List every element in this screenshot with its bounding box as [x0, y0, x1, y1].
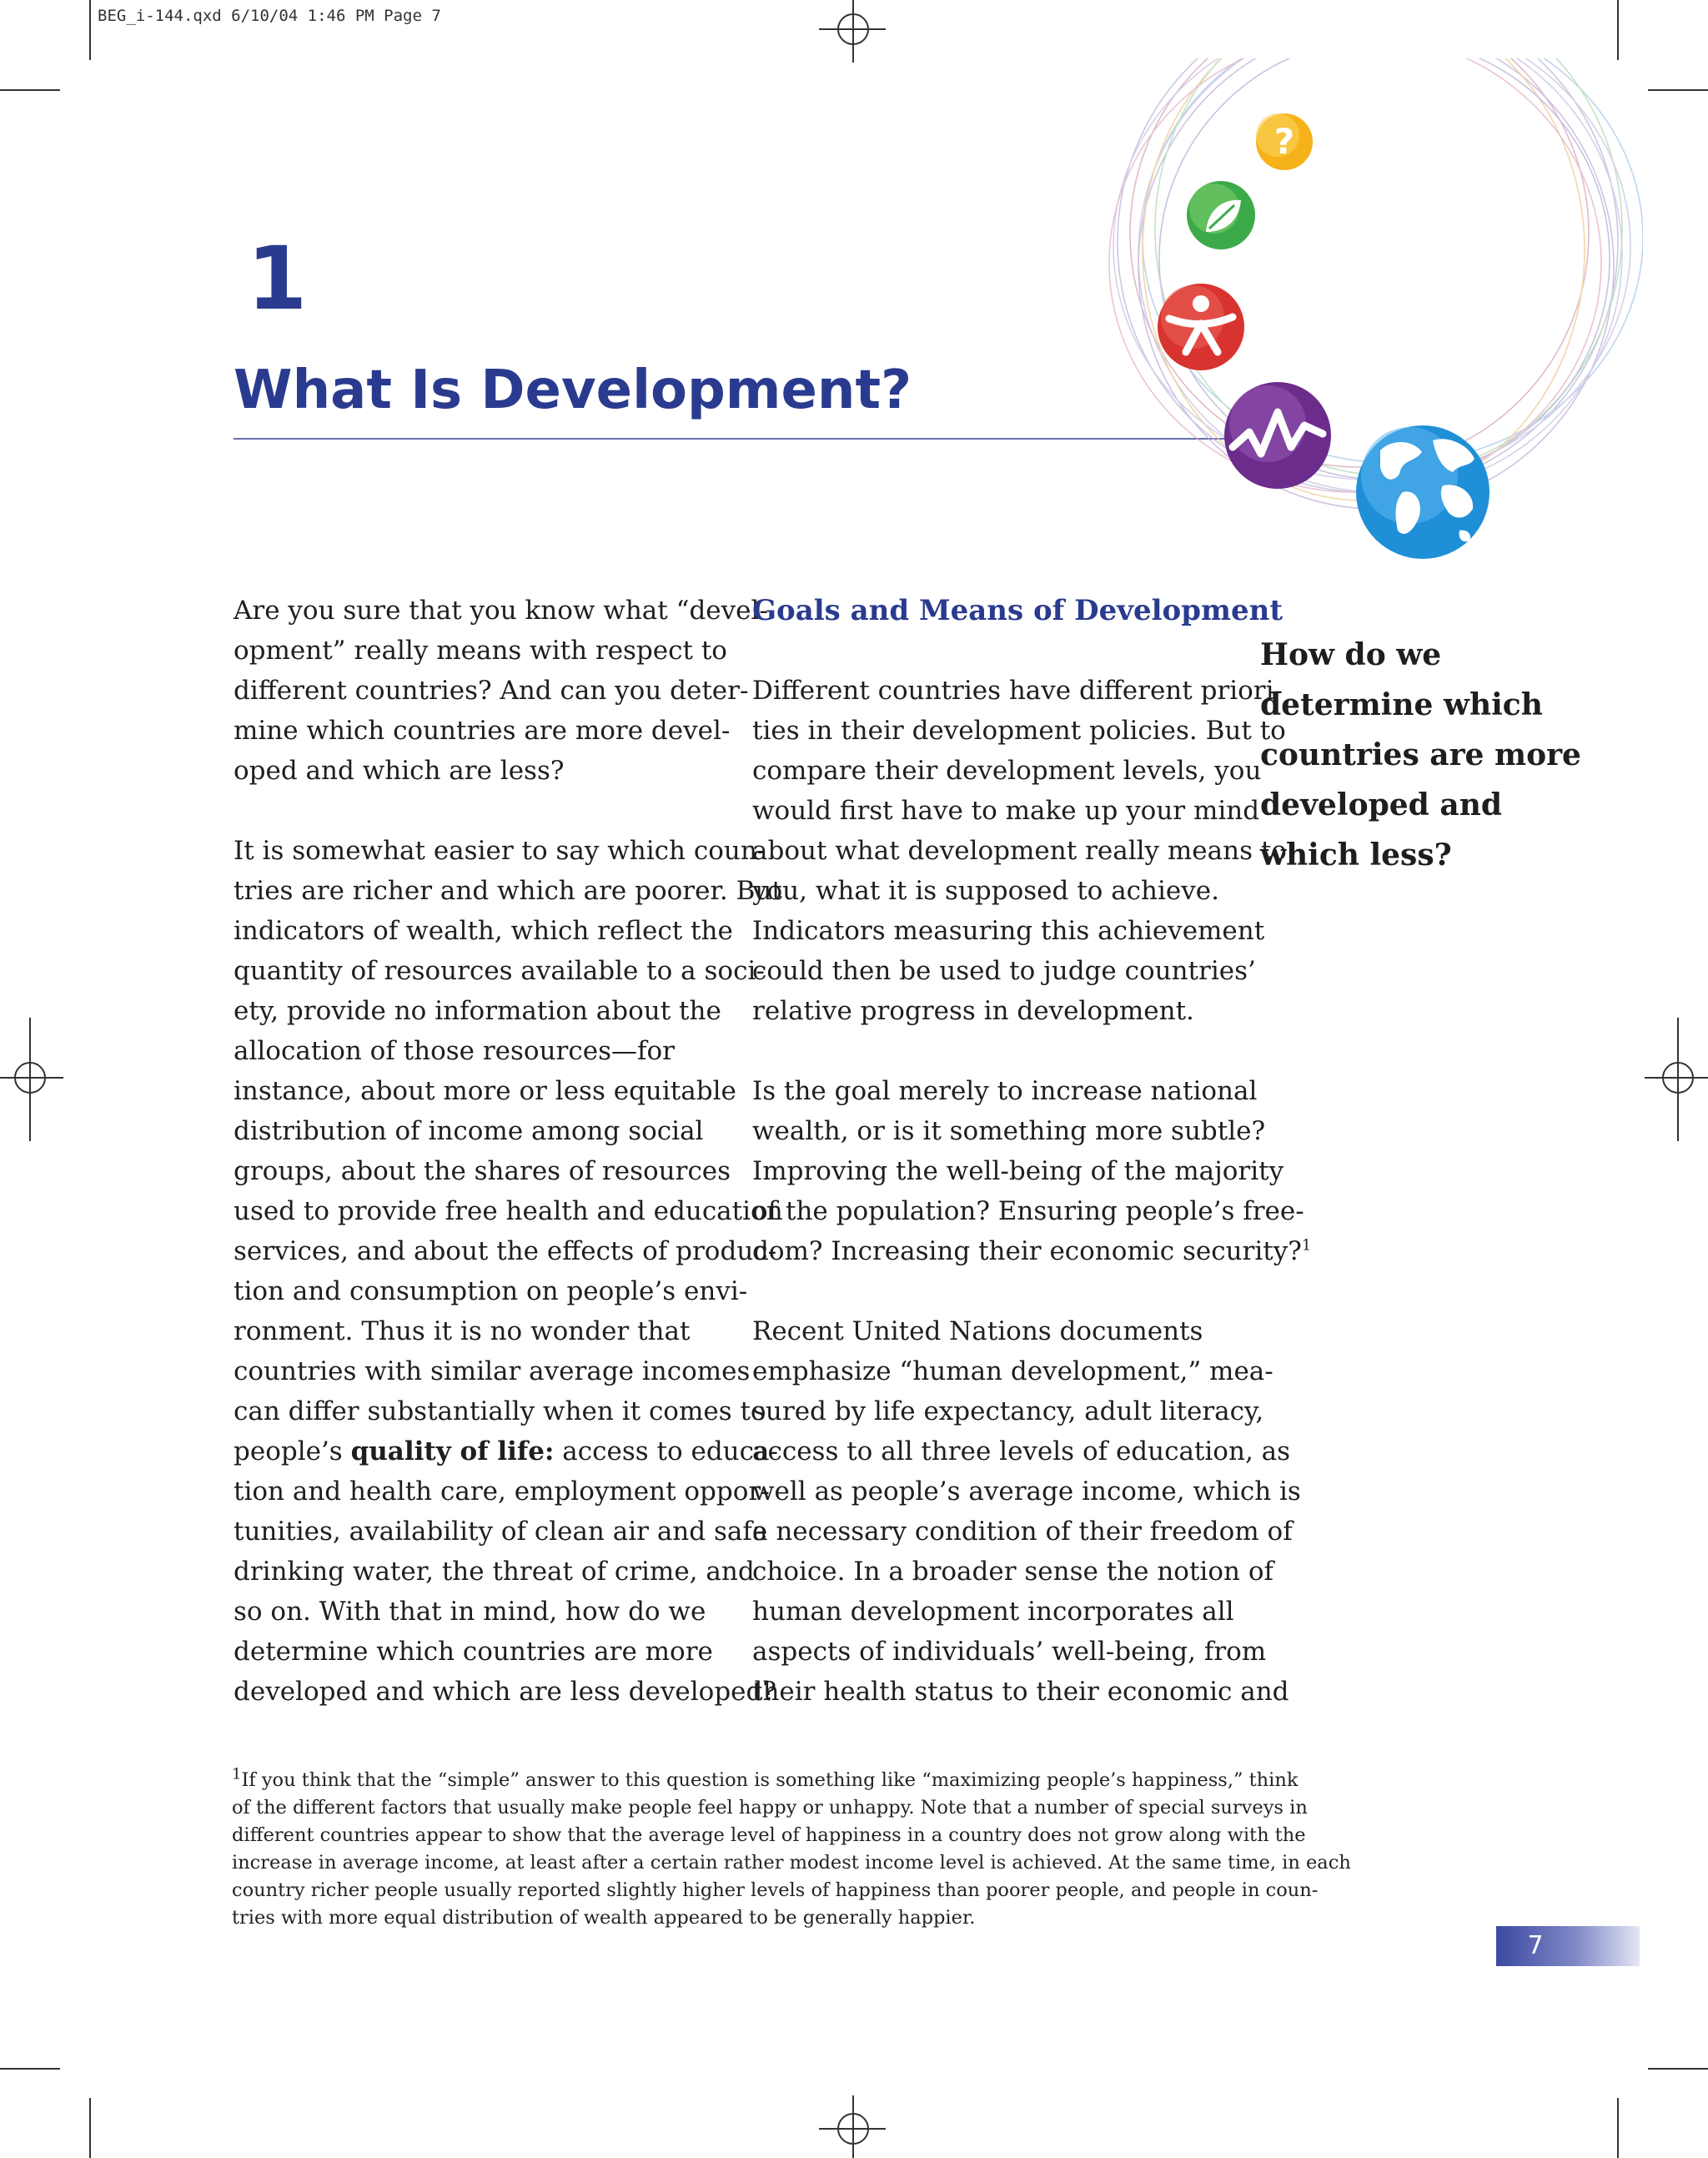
registration-mark-left — [0, 1018, 63, 1143]
wealth-paragraph-tail: access to educa- tion and health care, employment oppor- tunities, availability of clean air and safe drinking water, the threat of crime, and so on. With that in mind, how do we determine which countries are more developed and which are less developed? — [234, 1436, 778, 1707]
footnote-marker: 1 — [232, 1765, 242, 1783]
intro-paragraph: Are you sure that you know what “devel- opment” really means with respect to different countries? And can you deter- mine which countries are more devel- oped and which are less? — [234, 596, 768, 786]
chapter-number: 1 — [247, 228, 308, 329]
page-number: 7 — [1527, 1931, 1544, 1960]
registration-mark-bottom — [819, 2091, 886, 2158]
crop-mark-bottom-left-v — [89, 2098, 91, 2158]
svg-text:?: ? — [1273, 121, 1295, 162]
goal-paragraph — [752, 1071, 1312, 1271]
crop-mark-top-left-v — [89, 0, 91, 60]
wealth-paragraph-text: It is somewhat easier to say which coun- tries are richer and which are poorer. But indicators of wealth, which reflect the quantity of resources available to a soci- ety, provide no information about the allocation of those resources—for instance, about more or less equitable distribution of income among social groups, about the shares of resources used to provide free health and education services, and about the effects of produc- tion and consumption on people’s envi- ronment. Thus it is no wonder that countries with similar average incomes can differ substantially when it comes to people’s — [234, 836, 783, 1466]
goal-paragraph-text: Is the goal merely to increase national wealth, or is it something more subtle? Improving the well-being of the majority of the population? Ensuring people’s free- dom? Increasing their economic security? — [752, 1076, 1304, 1266]
title-rule — [234, 438, 1234, 440]
section-heading: Goals and Means of Development — [752, 594, 1284, 627]
crop-mark-top-right-h — [1648, 89, 1708, 91]
middle-column — [752, 591, 1312, 1752]
question-icon — [1256, 113, 1313, 170]
wave-icon — [1224, 382, 1331, 489]
un-paragraph: Recent United Nations documents emphasize “human development,” mea- sured by life expectancy, adult literacy, access to all three levels of education, as well as people’s average income, which is a necessary condition of their freedom of choice. In a broader sense the notion of human development incorporates all aspects of individuals’ well-being, from their health status to their economic and — [752, 1316, 1301, 1707]
crop-mark-bottom-right-h — [1648, 2068, 1708, 2070]
left-column — [234, 591, 783, 1752]
crop-mark-top-left-h — [0, 89, 60, 91]
page-number-bar — [1496, 1926, 1640, 1966]
footnote-reference[interactable]: 1 — [1301, 1236, 1312, 1255]
sidebar-question: How do we determine which countries are more developed and which less? — [1260, 637, 1581, 873]
crop-mark-top-right-v — [1617, 0, 1619, 60]
person-icon — [1158, 284, 1244, 370]
wealth-paragraph — [234, 831, 783, 1712]
chapter-title: What Is Development? — [234, 360, 912, 421]
crop-mark-bottom-left-h — [0, 2068, 60, 2070]
footnote — [232, 1765, 1351, 1932]
priorities-paragraph: Different countries have different priori- ties in their development policies. But to compare their development levels, you would first have to make up your mind about what development really means to you, what it is supposed to achieve. Indicators measuring this achievement could then be used to judge countries’ relative progress in development. — [752, 676, 1287, 1026]
registration-mark-top — [819, 0, 886, 67]
registration-mark-right — [1645, 1018, 1708, 1143]
print-slug-line: BEG_i-144.qxd 6/10/04 1:46 PM Page 7 — [98, 7, 441, 25]
chapter-decoration — [1093, 58, 1643, 576]
quality-of-life-term: quality of life: — [350, 1436, 555, 1466]
leaf-icon — [1187, 181, 1255, 249]
crop-mark-bottom-right-v — [1617, 2098, 1619, 2158]
globe-icon — [1356, 425, 1489, 559]
footnote-text: If you think that the “simple” answer to this question is something like “maximizing people’s happiness,” think of the different factors that usually make people feel happy or unhappy. Note that a number of special surveys in different countries appear to show that the average level of happiness in a country does not grow along with the increase in average income, at least after a certain rather modest income level is achieved. At the same time, in each country richer people usually reported slightly higher levels of happiness than poorer people, and people in coun- tries with more equal distribution of wealth appeared to be generally happier. — [232, 1769, 1351, 1929]
